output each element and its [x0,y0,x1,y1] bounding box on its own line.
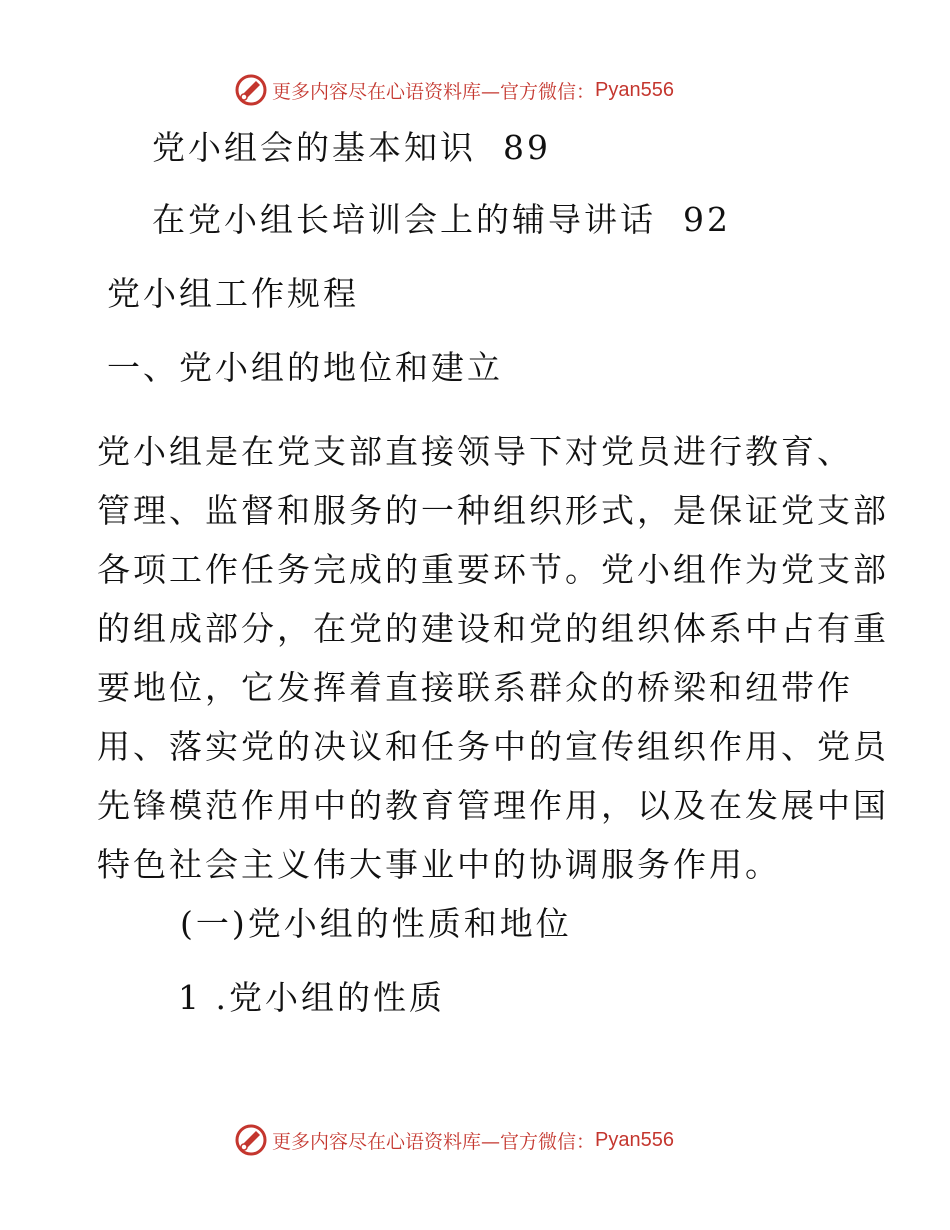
paragraph-line: 各项工作任务完成的重要环节。党小组作为党支部 [97,550,889,589]
watermark-text: 更多内容尽在心语资料库—官方微信： [272,80,596,103]
paragraph-line: 的组成部分，在党的建设和党的组织体系中占有重 [97,609,889,648]
body-paragraph [97,422,889,894]
document-title: 党小组工作规程 [107,274,359,313]
watermark-id: Pyan556 [595,78,674,101]
logo-icon [234,1123,268,1157]
toc-entry-title: 党小组会的基本知识 [152,128,476,167]
subsection-heading: 1 .党小组的性质 [178,978,445,1017]
paragraph-line: 特色社会主义伟大事业中的协调服务作用。 [97,845,781,884]
toc-entry [152,200,731,240]
logo-icon [234,73,268,107]
footer-watermark [234,1122,674,1158]
toc-entry-page: 92 [682,200,731,239]
watermark-id: Pyan556 [595,1128,674,1151]
paragraph-line: 党小组是在党支部直接领导下对党员进行教育、 [97,432,853,471]
toc-entry-page: 89 [502,128,551,167]
subsection-heading: (一)党小组的性质和地位 [180,904,572,943]
section-heading: 一、党小组的地位和建立 [107,348,503,387]
watermark-text: 更多内容尽在心语资料库—官方微信： [272,1130,596,1153]
paragraph-line: 先锋模范作用中的教育管理作用，以及在发展中国 [97,786,889,825]
header-watermark [234,72,674,108]
paragraph-line: 用、落实党的决议和任务中的宣传组织作用、党员 [97,727,889,766]
toc-entry [152,128,551,168]
paragraph-line: 管理、监督和服务的一种组织形式，是保证党支部 [97,491,889,530]
toc-entry-title: 在党小组长培训会上的辅导讲话 [152,200,656,239]
paragraph-line: 要地位，它发挥着直接联系群众的桥梁和纽带作 [97,668,853,707]
